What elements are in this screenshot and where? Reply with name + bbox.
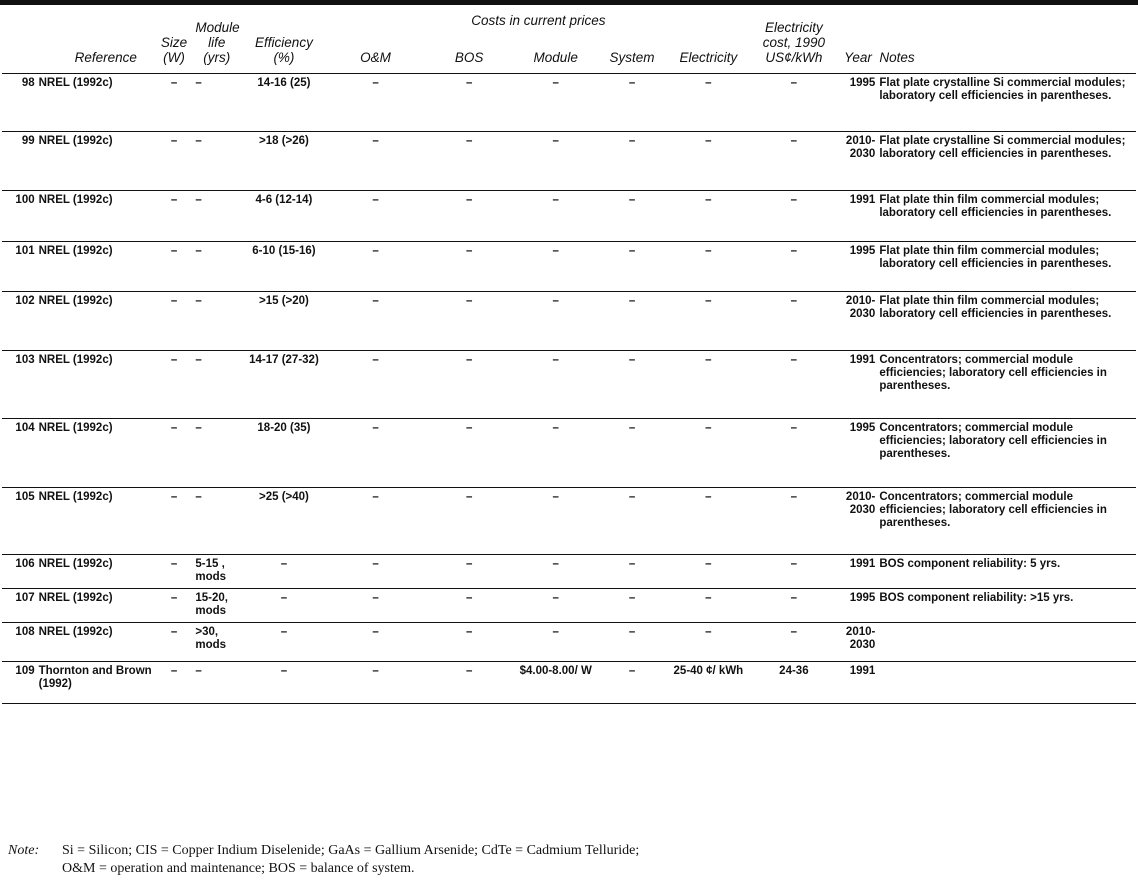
row-efficiency: >18 (>26) [259,135,309,147]
row-efficiency: 4-6 (12-14) [255,194,313,206]
row-system-cost: – [628,135,636,147]
row-module-cost: – [552,422,559,434]
row-notes: Concentrators; commercial module efficiencies; laboratory cell efficiencies in parentheses. [879,354,1107,392]
header-row-top [2,6,1136,35]
row-electricity-cost: – [705,558,712,570]
note-label: Note: [8,843,40,858]
row-system-cost: – [628,491,636,503]
row-electricity-1990: – [790,135,798,147]
row-number: 98 [21,77,35,89]
row-om: – [372,558,379,570]
row-efficiency: – [280,592,288,604]
row-bos: – [465,194,473,206]
note-line-2: O&M = operation and maintenance; BOS = balance of system. [62,861,415,876]
table-row [2,419,1136,488]
row-efficiency: – [280,665,288,677]
row-electricity-cost: – [705,194,712,206]
row-number: 100 [15,194,35,206]
row-number: 99 [21,135,35,147]
row-efficiency: >15 (>20) [259,295,309,307]
row-number: 108 [15,626,35,638]
row-bos: – [465,354,473,366]
row-module-life: – [195,354,202,366]
col-life-top: Module [195,20,240,35]
row-system-cost: – [628,245,636,257]
row-efficiency: >25 (>40) [259,491,309,503]
row-size: – [170,626,178,638]
row-module-cost: – [552,135,559,147]
row-system-cost: – [628,592,636,604]
col-elec1990: cost, 1990 US¢/kWh [762,35,826,65]
costs-group-header: Costs in current prices [471,13,606,28]
row-bos: – [465,422,473,434]
row-om: – [372,135,379,147]
row-size: – [170,245,178,257]
row-module-cost: – [552,245,559,257]
row-om: – [372,245,379,257]
row-system-cost: – [628,77,636,89]
row-efficiency: 6-10 (15-16) [252,245,316,257]
row-reference: NREL (1992c) [38,77,113,89]
row-year: 1991 [849,558,876,570]
top-rule [0,0,1138,5]
row-om: – [372,354,379,366]
row-bos: – [465,295,473,307]
col-electricity: Electricity [679,50,738,65]
row-electricity-cost: – [705,245,712,257]
col-year: Year [844,50,872,65]
col-reference: Reference [74,50,137,65]
row-number: 106 [15,558,35,570]
row-year: 1991 [849,665,876,677]
row-size: – [170,558,178,570]
row-bos: – [465,592,473,604]
row-year: 1991 [849,354,876,366]
row-system-cost: – [628,665,636,677]
row-year: 1995 [849,77,876,89]
row-electricity-cost: – [705,354,712,366]
row-notes: Concentrators; commercial module efficiencies; laboratory cell efficiencies in parentheses. [879,491,1107,529]
row-notes: Flat plate thin film commercial modules; laboratory cell efficiencies in parentheses. [879,295,1112,320]
row-electricity-cost: – [705,77,712,89]
table-row [2,132,1136,191]
row-electricity-cost: – [705,592,712,604]
table-row [2,74,1136,132]
table-row [2,589,1136,623]
row-size: – [170,135,178,147]
row-module-cost: $4.00-8.00/ W [519,665,592,677]
row-module-life: – [195,491,202,503]
row-electricity-cost: – [705,422,712,434]
col-elec1990-l1: Electricity [765,20,823,35]
row-year: 1995 [849,592,876,604]
row-module-cost: – [552,77,559,89]
row-efficiency: – [280,626,288,638]
row-notes: Flat plate thin film commercial modules; laboratory cell efficiencies in parentheses. [879,245,1112,270]
row-bos: – [465,665,473,677]
row-number: 104 [15,422,35,434]
row-module-cost: – [552,626,559,638]
row-module-life: – [195,422,202,434]
row-year: 1991 [849,194,876,206]
row-electricity-1990: 24-36 [779,665,809,677]
row-number: 107 [15,592,35,604]
row-reference: NREL (1992c) [38,354,113,366]
col-module: Module [533,50,578,65]
row-electricity-1990: – [790,491,798,503]
row-efficiency: 14-17 (27-32) [249,354,319,366]
row-bos: – [465,558,473,570]
row-reference: Thornton and Brown (1992) [38,665,152,690]
header-row-main [2,35,1136,74]
row-electricity-cost: – [705,491,712,503]
row-module-life: – [195,665,202,677]
row-om: – [372,592,379,604]
row-number: 102 [15,295,35,307]
row-bos: – [465,626,473,638]
row-module-cost: – [552,491,559,503]
row-om: – [372,77,379,89]
note-line-1: Si = Silicon; CIS = Copper Indium Diselenide; GaAs = Gallium Arsenide; CdTe = Cadmium Telluride; [62,843,640,858]
row-year: 2010- 2030 [845,491,876,516]
row-bos: – [465,135,473,147]
row-notes [877,623,1136,662]
row-reference: NREL (1992c) [38,245,113,257]
row-bos: – [465,245,473,257]
row-module-life: 15-20, mods [195,592,228,617]
row-module-life: – [195,77,202,89]
row-system-cost: – [628,354,636,366]
row-year: 1995 [849,245,876,257]
row-efficiency: 18-20 (35) [257,422,311,434]
row-electricity-1990: – [790,626,798,638]
row-om: – [372,295,379,307]
row-year: 2010- 2030 [845,135,876,160]
table-row [2,555,1136,589]
row-size: – [170,354,178,366]
row-om: – [372,626,379,638]
col-bos: BOS [454,50,484,65]
row-electricity-1990: – [790,77,798,89]
row-electricity-cost: 25-40 ¢/ kWh [673,665,744,677]
row-year: 1995 [849,422,876,434]
row-number: 105 [15,491,35,503]
col-om: O&M [360,50,391,65]
row-reference: NREL (1992c) [38,626,113,638]
row-reference: NREL (1992c) [38,295,113,307]
row-efficiency: 14-16 (25) [257,77,311,89]
row-om: – [372,194,379,206]
row-size: – [170,491,178,503]
row-module-life: – [195,245,202,257]
table-row [2,351,1136,419]
row-notes: Flat plate thin film commercial modules; laboratory cell efficiencies in parentheses. [879,194,1112,219]
row-system-cost: – [628,194,636,206]
row-om: – [372,422,379,434]
row-electricity-cost: – [705,135,712,147]
row-electricity-cost: – [705,626,712,638]
row-electricity-1990: – [790,592,798,604]
row-reference: NREL (1992c) [38,491,113,503]
table-row [2,292,1136,351]
col-life: life (yrs) [203,35,231,65]
row-module-cost: – [552,354,559,366]
row-notes: BOS component reliability: 5 yrs. [879,558,1061,570]
row-electricity-1990: – [790,245,798,257]
row-reference: NREL (1992c) [38,135,113,147]
row-system-cost: – [628,295,636,307]
col-efficiency: Efficiency (%) [255,35,313,65]
row-size: – [170,77,178,89]
table-row [2,488,1136,555]
row-bos: – [465,491,473,503]
table-row [2,662,1136,704]
row-notes [877,662,1136,704]
row-bos: – [465,77,473,89]
row-module-cost: – [552,558,559,570]
row-notes: Concentrators; commercial module efficiencies; laboratory cell efficiencies in parentheses. [879,422,1107,460]
row-module-cost: – [552,592,559,604]
row-reference: NREL (1992c) [38,422,113,434]
data-table [2,6,1136,704]
row-notes: Flat plate crystalline Si commercial modules; laboratory cell efficiencies in parentheses. [879,77,1126,102]
row-reference: NREL (1992c) [38,558,113,570]
row-module-life: 5-15 , mods [195,558,227,583]
row-om: – [372,491,379,503]
row-size: – [170,665,178,677]
row-system-cost: – [628,422,636,434]
table-row [2,191,1136,242]
row-year: 2010- 2030 [845,626,876,651]
row-reference: NREL (1992c) [38,194,113,206]
row-size: – [170,422,178,434]
row-reference: NREL (1992c) [38,592,113,604]
row-module-cost: – [552,295,559,307]
row-notes: Flat plate crystalline Si commercial modules; laboratory cell efficiencies in parentheses. [879,135,1126,160]
row-system-cost: – [628,626,636,638]
row-module-cost: – [552,194,559,206]
row-module-life: >30, mods [195,626,227,651]
row-module-life: – [195,135,202,147]
row-number: 101 [15,245,35,257]
row-system-cost: – [628,558,636,570]
row-size: – [170,592,178,604]
row-electricity-1990: – [790,422,798,434]
table-row [2,623,1136,662]
col-notes: Notes [879,50,915,65]
row-size: – [170,194,178,206]
row-notes: BOS component reliability: >15 yrs. [879,592,1074,604]
row-electricity-1990: – [790,295,798,307]
row-module-life: – [195,194,202,206]
row-module-life: – [195,295,202,307]
table-note [8,842,1128,878]
col-size: Size (W) [160,35,188,65]
row-electricity-1990: – [790,194,798,206]
col-system: System [609,50,655,65]
row-efficiency: – [280,558,288,570]
row-electricity-1990: – [790,354,798,366]
row-size: – [170,295,178,307]
row-year: 2010- 2030 [845,295,876,320]
row-number: 103 [15,354,35,366]
row-number: 109 [15,665,35,677]
row-electricity-1990: – [790,558,798,570]
row-om: – [372,665,379,677]
table-row [2,242,1136,292]
row-electricity-cost: – [705,295,712,307]
